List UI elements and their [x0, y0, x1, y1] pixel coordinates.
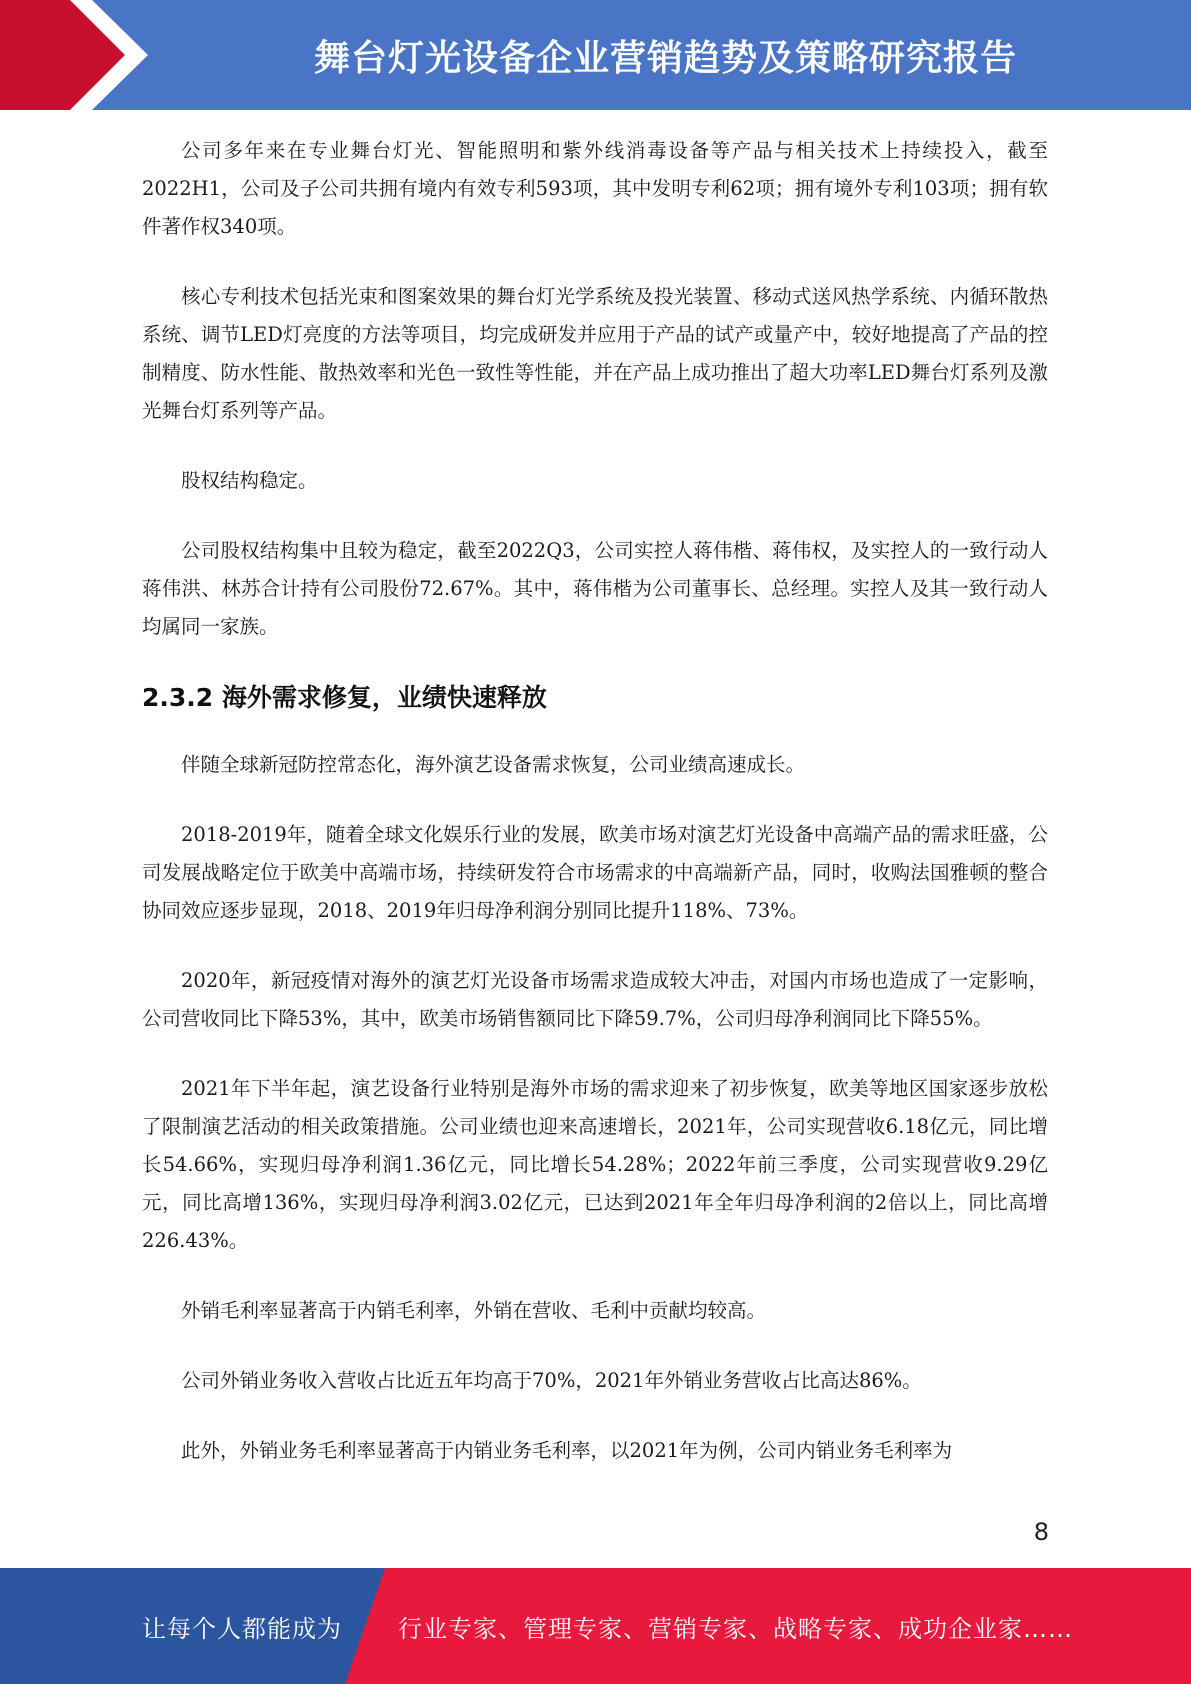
footer-slogan-left: 让每个人都能成为 [142, 1614, 342, 1643]
header-red-arrow-decoration [0, 0, 140, 110]
report-title: 舞台灯光设备企业营销趋势及策略研究报告 [313, 37, 1017, 79]
page-number: 8 [1033, 1518, 1049, 1546]
paragraph-export-margin: 外销毛利率显著高于内销毛利率，外销在营收、毛利中贡献均较高。 [181, 1299, 767, 1322]
footer-slogan-right: 行业专家、管理专家、营销专家、战略专家、成功企业家…… [398, 1614, 1073, 1643]
page-body [142, 132, 1048, 1502]
page-footer [0, 1568, 1191, 1684]
page-header [0, 0, 1191, 110]
paragraph-overseas-recovery: 伴随全球新冠防控常态化，海外演艺设备需求恢复，公司业绩高速成长。 [181, 753, 806, 776]
paragraph-2021-2022: 2021年下半年起，演艺设备行业特别是海外市场的需求迎来了初步恢复，欧美等地区国家逐步放松了限制演艺活动的相关政策措施。公司业绩也迎来高速增长，2021年，公司实现营收6.18亿元，同比增长54.66%，实现归母净利润1.36亿元，同比增长54.28%；2022年前三季度，公司实现营收9.29亿元，同比高增136%，实现归母净利润3.02亿元，已达到2021年全年归母净利润的2倍以上，同比高增226.43%。 [142, 1077, 1048, 1252]
paragraph-equity-structure: 公司股权结构集中且较为稳定，截至2022Q3，公司实控人蒋伟楷、蒋伟权，及实控人的一致行动人蒋伟洪、林苏合计持有公司股份72.67%。其中，蒋伟楷为公司董事长、总经理。实控人及其一致行动人均属同一家族。 [142, 539, 1048, 638]
paragraph-2018-2019: 2018-2019年，随着全球文化娱乐行业的发展，欧美市场对演艺灯光设备中高端产品的需求旺盛，公司发展战略定位于欧美中高端市场，持续研发符合市场需求的中高端新产品，同时，收购法国雅顿的整合协同效应逐步显现，2018、2019年归母净利润分别同比提升118%、73%。 [142, 823, 1048, 922]
paragraph-core-technology: 核心专利技术包括光束和图案效果的舞台灯光学系统及投光装置、移动式送风热学系统、内循环散热系统、调节LED灯亮度的方法等项目，均完成研发并应用于产品的试产或量产中，较好地提高了产品的控制精度、防水性能、散热效率和光色一致性等性能，并在产品上成功推出了超大功率LED舞台灯系列及激光舞台灯系列等产品。 [142, 285, 1048, 422]
paragraph-export-share: 公司外销业务收入营收占比近五年均高于70%，2021年外销业务营收占比高达86%。 [181, 1369, 922, 1392]
paragraph-2020: 2020年，新冠疫情对海外的演艺灯光设备市场需求造成较大冲击，对国内市场也造成了一定影响，公司营收同比下降53%，其中，欧美市场销售额同比下降59.7%，公司归母净利润同比下降55%。 [142, 969, 1048, 1030]
paragraph-patents: 公司多年来在专业舞台灯光、智能照明和紫外线消毒设备等产品与相关技术上持续投入，截至2022H1，公司及子公司共拥有境内有效专利593项，其中发明专利62项；拥有境外专利103项；拥有软件著作权340项。 [142, 139, 1048, 238]
paragraph-margin-compare: 此外，外销业务毛利率显著高于内销业务毛利率，以2021年为例，公司内销业务毛利率为 [181, 1439, 953, 1462]
section-heading: 2.3.2 海外需求修复，业绩快速释放 [142, 683, 547, 712]
paragraph-equity-stable: 股权结构稳定。 [181, 469, 318, 492]
